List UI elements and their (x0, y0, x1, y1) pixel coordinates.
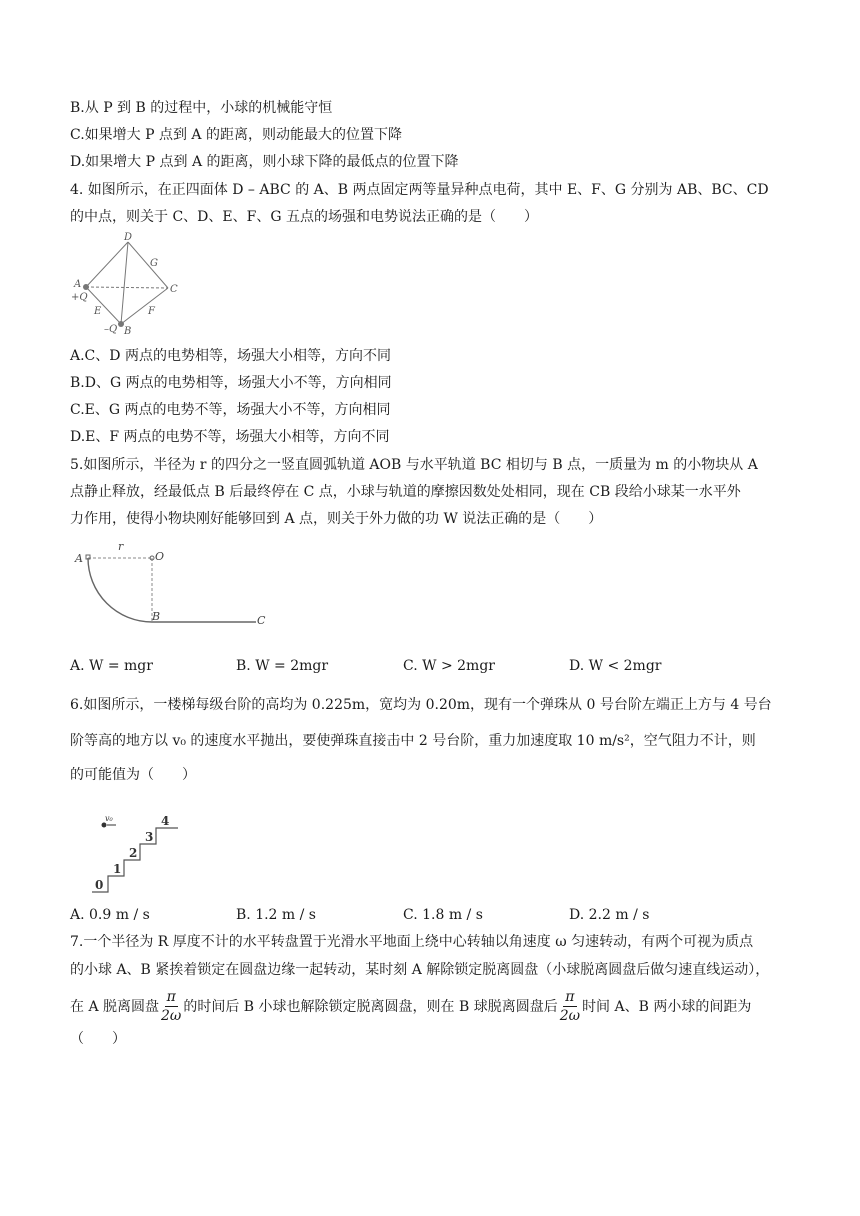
label-v0: v₀ (105, 814, 113, 823)
label-d: D (124, 232, 133, 243)
q7-fraction-1-num: π (166, 989, 176, 1005)
q4-option-b: B.D、G 两点的电势相等，场强大小不等，方向相同 (70, 375, 392, 391)
arc-track (88, 558, 152, 622)
q4-option-d: D.E、F 两点的电势不等，场强大小相等，方向不同 (70, 429, 390, 445)
q7-stem-line2: 的小球 A、B 紧挨着锁定在圆盘边缘一起转动，某时刻 A 解除锁定脱离圆盘（小球脱离圆盘后做匀速直线运动）， (70, 962, 770, 978)
q7-stem-line3 (70, 988, 751, 1025)
q6-option-b: B. 1.2 m / s (236, 907, 316, 923)
q4-tetrahedron-figure (68, 230, 198, 340)
q5-stem-line1: 5.如图所示，半径为 r 的四分之一竖直圆弧轨道 AOB 与水平轨道 BC 相切与 B 点，一质量为 m 的小物块从 A (70, 457, 758, 473)
stair-label-2: 2 (129, 846, 138, 860)
q4-stem-line2: 的中点，则关于 C、D、E、F、G 五点的场强和电势说法正确的是（ ） (70, 209, 538, 225)
label-c: C (170, 284, 178, 295)
q7-fraction-2-num: π (565, 989, 575, 1005)
q3-option-b: B.从 P 到 B 的过程中，小球的机械能守恒 (70, 100, 333, 116)
q6-option-c: C. 1.8 m / s (403, 907, 483, 923)
q4-option-c: C.E、G 两点的电势不等，场强大小不等，方向相同 (70, 402, 391, 418)
charge-a-dot (83, 284, 89, 290)
stair-label-4: 4 (161, 814, 170, 828)
label-minus-q: –Q (104, 324, 118, 335)
label-f: F (148, 306, 155, 317)
q4-stem-line1: 4. 如图所示，在正四面体 D – ABC 的 A、B 两点固定两等量异种点电荷，其中 E、F、G 分别为 AB、BC、CD (70, 182, 769, 198)
q5-option-a: A. W = mgr (70, 658, 153, 674)
q6-option-a: A. 0.9 m / s (70, 907, 150, 923)
q6-stem-line1: 6.如图所示，一楼梯每级台阶的高均为 0.225m，宽均为 0.20m，现有一个弹珠从 0 号台阶左端正上方与 4 号台 (70, 697, 772, 713)
q7-stem-line1: 7.一个半径为 R 厚度不计的水平转盘置于光滑水平地面上绕中心转轴以角速度 ω 匀速转动，有两个可视为质点 (70, 934, 754, 950)
q4-option-a: A.C、D 两点的电势相等，场强大小相等，方向不同 (70, 348, 391, 364)
q3-option-c: C.如果增大 P 点到 A 的距离，则动能最大的位置下降 (70, 127, 402, 143)
q7-fraction-1-den: 2ω (161, 1008, 182, 1024)
q7-fraction-1 (161, 988, 181, 1025)
label-o: O (155, 550, 165, 563)
q3-option-d: D.如果增大 P 点到 A 的距离，则小球下降的最低点的位置下降 (70, 154, 459, 170)
marble-dot (102, 823, 107, 828)
label-b: B (152, 610, 161, 623)
label-r: r (118, 540, 124, 553)
label-a: A (74, 279, 82, 290)
q7-line3-part2: 的时间后 B 小球也解除锁定脱离圆盘，则在 B 球脱离圆盘后 (183, 998, 558, 1015)
q5-option-c: C. W > 2mgr (403, 658, 495, 674)
label-c: C (257, 614, 266, 627)
label-plus-q: +Q (71, 292, 88, 303)
q5-option-d: D. W < 2mgr (569, 658, 662, 674)
q7-answer-blank: （ ） (70, 1031, 126, 1047)
q6-option-d: D. 2.2 m / s (569, 907, 650, 923)
q7-line3-part1: 在 A 脱离圆盘 (70, 998, 160, 1015)
q6-stem-line3: 的可能值为（ ） (70, 767, 196, 783)
q6-staircase-figure (86, 810, 196, 896)
label-b: B (124, 326, 132, 337)
q5-stem-line3: 力作用，使得小物块刚好能够回到 A 点，则关于外力做的功 W 说法正确的是（ ） (70, 511, 603, 527)
label-g: G (150, 258, 158, 269)
q7-line3-part3: 时间 A、B 两小球的间距为 (582, 998, 752, 1015)
label-e: E (94, 306, 102, 317)
q7-fraction-2 (560, 988, 580, 1025)
q5-track-figure (68, 536, 278, 636)
stair-label-3: 3 (145, 830, 154, 844)
q6-stem-line2: 阶等高的地方以 v₀ 的速度水平抛出，要使弹珠直接击中 2 号台阶，重力加速度取 10 m/s²，空气阻力不计，则 (70, 733, 756, 749)
label-a: A (75, 552, 83, 565)
stair-steps (92, 828, 178, 892)
stair-label-0: 0 (95, 878, 104, 892)
q5-option-b: B. W = 2mgr (236, 658, 329, 674)
q5-stem-line2: 点静止释放，经最低点 B 后最终停在 C 点，小球与轨道的摩擦因数处处相同，现在 CB 段给小球某一水平外 (70, 484, 741, 500)
q7-fraction-2-den: 2ω (559, 1008, 581, 1024)
stair-label-1: 1 (113, 862, 122, 876)
